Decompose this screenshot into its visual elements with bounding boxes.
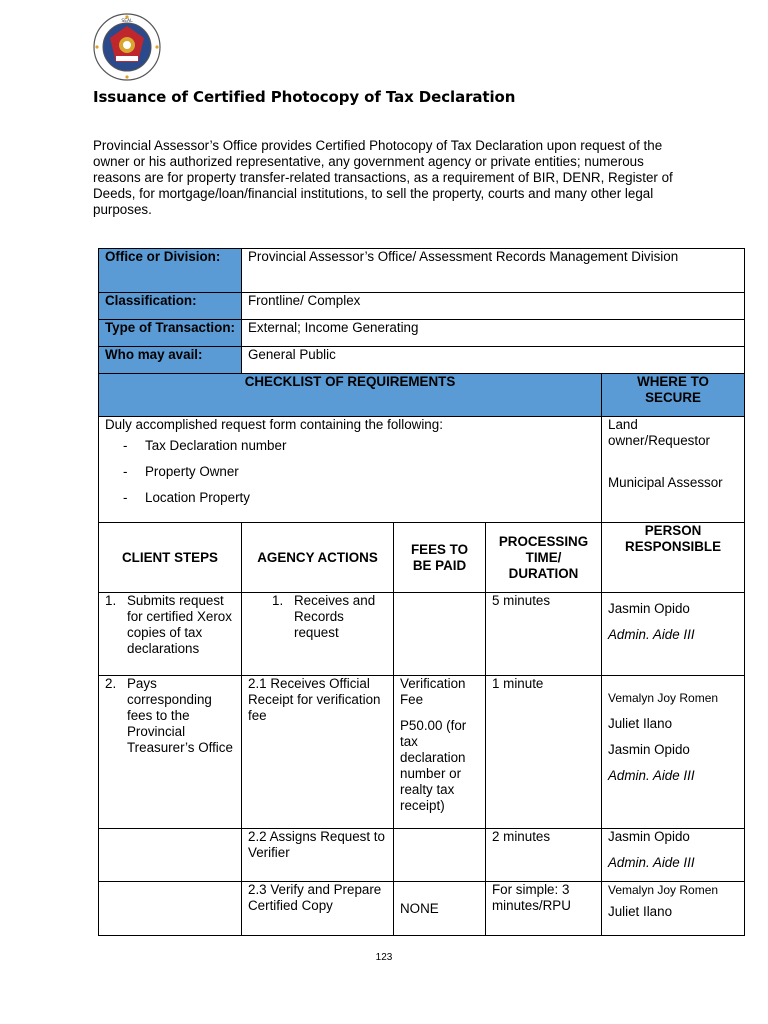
fee-cell: [394, 829, 486, 882]
fee-none: NONE: [400, 900, 439, 916]
fees-header: FEES TO BE PAID: [394, 523, 486, 593]
fee-detail: P50.00 (for tax declaration number or realty tax receipt): [400, 718, 467, 813]
client-steps-header: CLIENT STEPS: [99, 523, 242, 593]
who-value-cell: [242, 347, 745, 374]
client-step-text: Pays corresponding fees to the Provincial Treasurer’s Office: [127, 676, 233, 755]
type-label-cell: [99, 320, 242, 347]
client-step-cell: [99, 882, 242, 936]
person-role: Admin. Aide III: [608, 627, 695, 642]
client-step-list: [105, 593, 235, 657]
client-step-text: Submits request for certified Xerox copies of tax declarations: [127, 593, 232, 656]
agency-action-cell: 2.3 Verify and Prepare Certified Copy: [242, 882, 394, 936]
fee-name: Verification Fee: [400, 676, 466, 707]
list-item: - Location Property: [105, 485, 595, 511]
fee-cell: [394, 882, 486, 936]
client-step-cell: [99, 676, 242, 829]
agency-action-cell: 2.1 Receives Official Receipt for verification fee: [242, 676, 394, 829]
step-number: 2.: [105, 676, 117, 691]
type-value: External; Income Generating: [248, 320, 419, 335]
person-cell: [602, 882, 745, 936]
list-item: [105, 593, 235, 657]
person-name: Juliet Ilano: [608, 716, 673, 731]
table-row: [99, 676, 745, 829]
who-label: Who may avail:: [105, 347, 203, 362]
type-label: Type of Transaction:: [105, 320, 235, 335]
time-cell: For simple: 3 minutes/RPU: [486, 882, 602, 936]
step-number: 1.: [105, 593, 117, 608]
office-label-cell: [99, 249, 242, 293]
classification-label: Classification:: [105, 293, 197, 308]
time-cell: 1 minute: [486, 676, 602, 829]
office-value-cell: [242, 249, 745, 293]
person-cell: [602, 593, 745, 676]
where-municipal-assessor: Municipal Assessor: [608, 475, 723, 490]
agency-action-text: Receives and Records request: [294, 593, 376, 640]
client-step-cell: [99, 829, 242, 882]
who-value: General Public: [248, 347, 336, 362]
agency-actions-header: AGENCY ACTIONS: [242, 523, 394, 593]
agency-action-list: [272, 593, 387, 641]
time-cell: 2 minutes: [486, 829, 602, 882]
requirements-cell: [99, 417, 602, 523]
person-cell: [602, 829, 745, 882]
provincial-seal-logo: [92, 12, 162, 82]
person-name: Juliet Ilano: [608, 904, 673, 919]
person-cell: [602, 676, 745, 829]
client-step-list: [105, 676, 235, 756]
person-name: Jasmin Opido: [608, 829, 690, 844]
person-name: Jasmin Opido: [608, 601, 690, 616]
person-role: Admin. Aide III: [608, 768, 695, 783]
who-label-cell: [99, 347, 242, 374]
requirement-intro: Duly accomplished request form containing the following:: [105, 417, 443, 432]
checklist-header: CHECKLIST OF REQUIREMENTS: [244, 374, 456, 389]
fee-cell: [394, 676, 486, 829]
fee-cell: [394, 593, 486, 676]
table-row: [99, 829, 745, 882]
table-row: [99, 882, 745, 936]
list-item: - Property Owner: [105, 459, 595, 485]
step-number: 1.: [272, 593, 284, 608]
intro-paragraph: [93, 138, 693, 218]
checklist-header-cell: [99, 374, 602, 417]
person-name: Jasmin Opido: [608, 742, 690, 757]
time-cell: 5 minutes: [486, 593, 602, 676]
classification-value: Frontline/ Complex: [248, 293, 361, 308]
where-to-secure-cell: [602, 417, 745, 523]
intro-text: Provincial Assessor’s Office provides Certified Photocopy of Tax Declaration upon request of the owner or his authorized representative, any government agency or private entities; numerous reasons are for property transfer-related transactions, as a requirement of BIR, DENR, Register of Deeds, for mortgage/loan/financial institutions, to sell the property, courts and many other legal purposes.: [93, 138, 673, 217]
agency-action-cell: [242, 593, 394, 676]
list-item: - Tax Declaration number: [105, 433, 595, 459]
office-label: Office or Division:: [105, 249, 221, 264]
processing-time-header: PROCESSING TIME/ DURATION: [486, 523, 602, 593]
requirement-list: [105, 433, 595, 511]
person-name: Vemalyn Joy Romen: [608, 883, 719, 897]
page-number: 123: [375, 952, 393, 963]
table-row: [99, 593, 745, 676]
svg-text:SEAL: SEAL: [121, 19, 133, 24]
type-value-cell: [242, 320, 745, 347]
office-value: Provincial Assessor’s Office/ Assessment Records Management Division: [248, 249, 679, 264]
where-header: WHERE TO SECURE: [637, 374, 709, 405]
person-name: Vemalyn Joy Romen: [608, 691, 719, 705]
service-info-table: [98, 248, 745, 936]
list-item: [272, 593, 387, 641]
classification-value-cell: [242, 293, 745, 320]
list-item: [105, 676, 235, 756]
agency-action-cell: 2.2 Assigns Request to Verifier: [242, 829, 394, 882]
where-header-cell: [602, 374, 745, 417]
where-landowner: Land owner/Requestor: [608, 417, 710, 448]
client-step-cell: [99, 593, 242, 676]
person-responsible-header: PERSON RESPONSIBLE: [602, 523, 745, 593]
person-role: Admin. Aide III: [608, 855, 695, 870]
document-title: Issuance of Certified Photocopy of Tax Declaration: [93, 88, 516, 106]
classification-label-cell: [99, 293, 242, 320]
